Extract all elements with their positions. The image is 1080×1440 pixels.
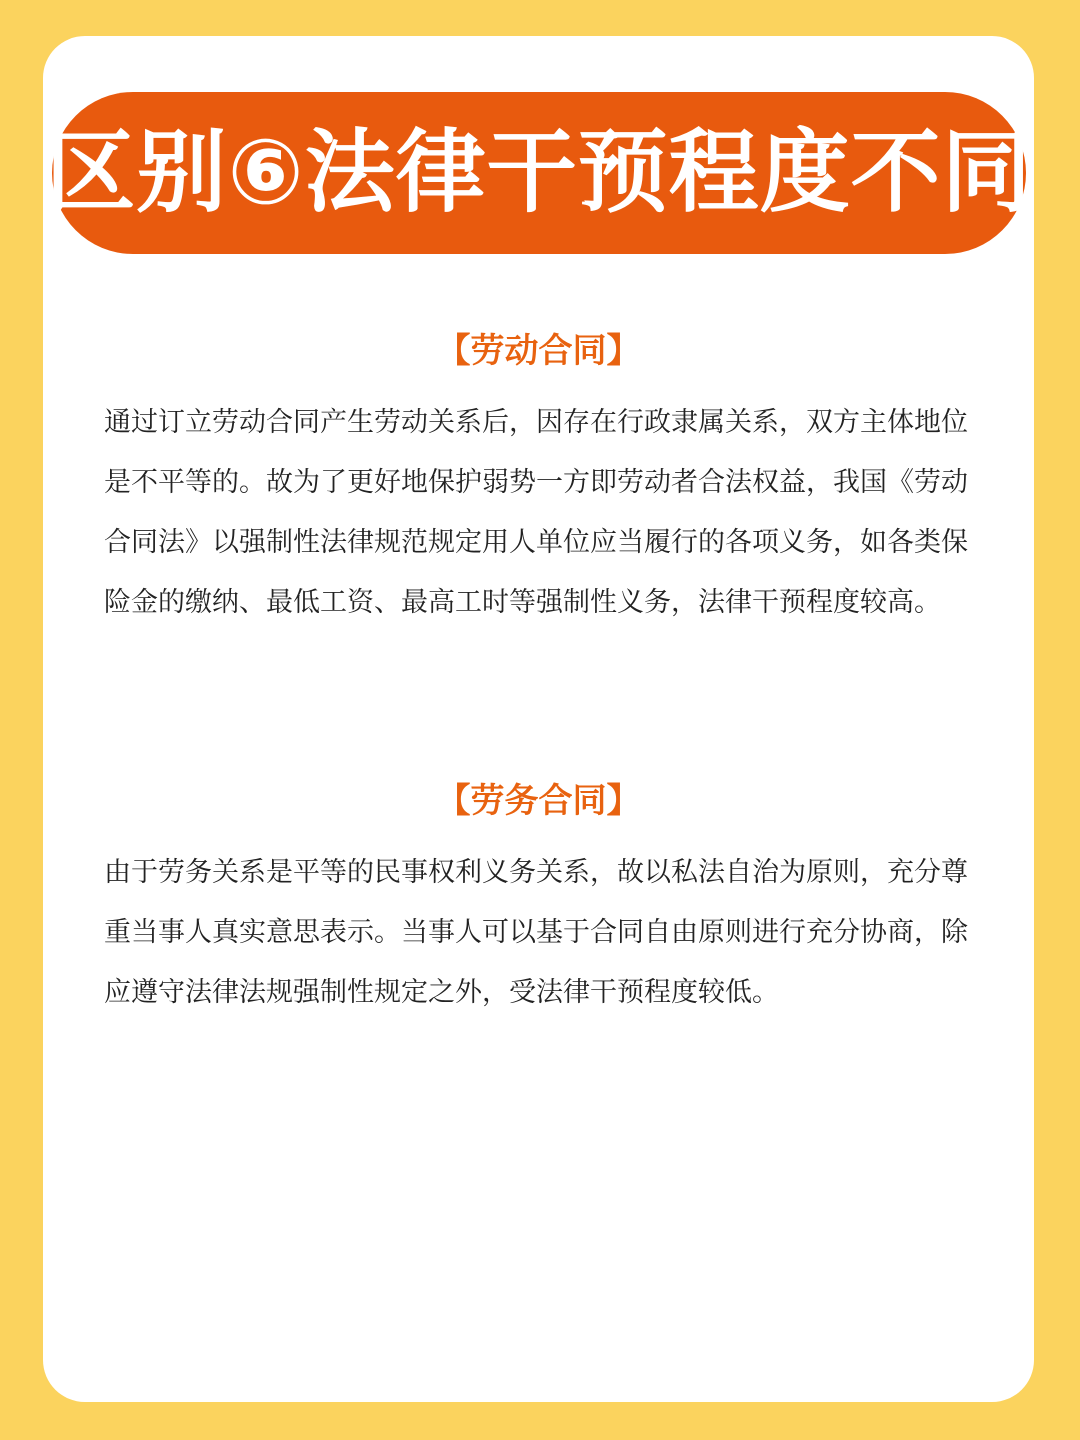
title-banner: [45, 92, 1033, 254]
section-body-labor-contract: 通过订立劳动合同产生劳动关系后，因存在行政隶属关系，双方主体地位是不平等的。故为了更好地保护弱势一方即劳动者合法权益，我国《劳动合同法》以强制性法律规范规定用人单位应当履行的各项义务，如各类保险金的缴纳、最低工资、最高工时等强制性义务，法律干预程度较高。: [104, 407, 968, 618]
section-heading-service-contract: 【劳务合同】: [436, 781, 641, 821]
section-body-service-contract: 由于劳务关系是平等的民事权利义务关系，故以私法自治为原则，充分尊重当事人真实意思表示。当事人可以基于合同自由原则进行充分协商，除应遵守法律法规强制性规定之外，受法律干预程度较低。: [104, 857, 968, 1008]
section-heading-labor-contract: 【劳动合同】: [436, 331, 641, 371]
page-title: 区别⑥法律干预程度不同: [45, 120, 1033, 225]
